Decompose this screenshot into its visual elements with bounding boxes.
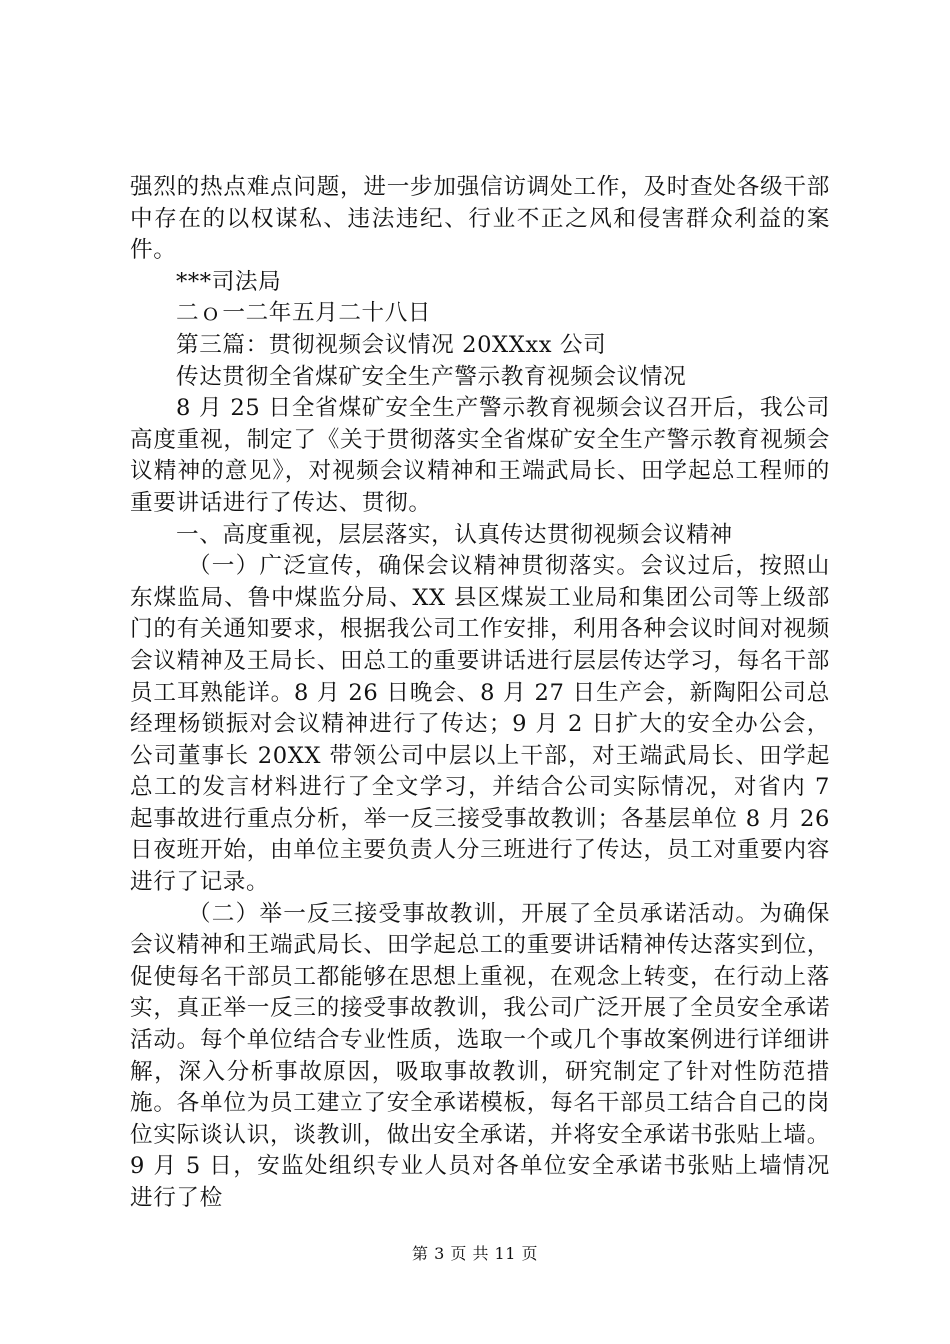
signature-date: 二ｏ一二年五月二十八日	[176, 300, 432, 327]
paragraph-continuation: 强烈的热点难点问题，进一步加强信访调处工作，及时查处各级干部中存在的以权谋私、违法违纪、行业不正之风和侵害群众利益的案件。	[130, 174, 830, 264]
paragraph-intro: 8 月 25 日全省煤矿安全生产警示教育视频会议召开后，我公司高度重视，制定了《关于贯彻落实全省煤矿安全生产警示教育视频会议精神的意见》，对视频会议精神和王端武局长、田学起总工程师的重要讲话进行了传达、贯彻。	[130, 395, 830, 516]
paragraph-point-two: （二）举一反三接受事故教训，开展了全员承诺活动。为确保会议精神和王端武局长、田学起总工的重要讲话精神传达落实到位，促使每名干部员工都能够在思想上重视，在观念上转变，在行动上落实，真正举一反三的接受事故教训，我公司广泛开展了全员安全承诺活动。每个单位结合专业性质，选取一个或几个事故案例进行详细讲解，深入分析事故原因，吸取事故教训，研究制定了针对性防范措施。各单位为员工建立了安全承诺模板，每名干部员工结合自己的岗位实际谈认识，谈教训，做出安全承诺，并将安全承诺书张贴上墙。9 月 5 日，安监处组织专业人员对各单位安全承诺书张贴上墙情况进行了检	[130, 900, 830, 1211]
subheading-one: 一、高度重视，层层落实，认真传达贯彻视频会议精神	[176, 521, 733, 548]
page-footer	[0, 1244, 950, 1264]
page-number: 第 3 页 共 11 页	[412, 1244, 538, 1263]
signature-organization: ***司法局	[176, 268, 282, 295]
document-body	[130, 172, 830, 1215]
paragraph-point-one: （一）广泛宣传，确保会议精神贯彻落实。会议过后，按照山东煤监局、鲁中煤监分局、XX 县区煤炭工业局和集团公司等上级部门的有关通知要求，根据我公司工作安排，利用各种会议时间对视频会议精神及王局长、田总工的重要讲话进行层层传达学习，每名干部员工耳熟能详。8 月 26 日晚会、8 月 27 日生产会，新陶阳公司总经理杨锁振对会议精神进行了传达；9 月 2 日扩大的安全办公会，公司董事长 20XX 带领公司中层以上干部，对王端武局长、田学起总工的发言材料进行了全文学习，并结合公司实际情况，对省内 7 起事故进行重点分析，举一反三接受事故教训；各基层单位 8 月 26 日夜班开始，由单位主要负责人分三班进行了传达，员工对重要内容进行了记录。	[130, 553, 830, 896]
document-title: 传达贯彻全省煤矿安全生产警示教育视频会议情况	[176, 363, 687, 390]
section-heading: 第三篇：贯彻视频会议情况 20XXxx 公司	[176, 331, 607, 358]
